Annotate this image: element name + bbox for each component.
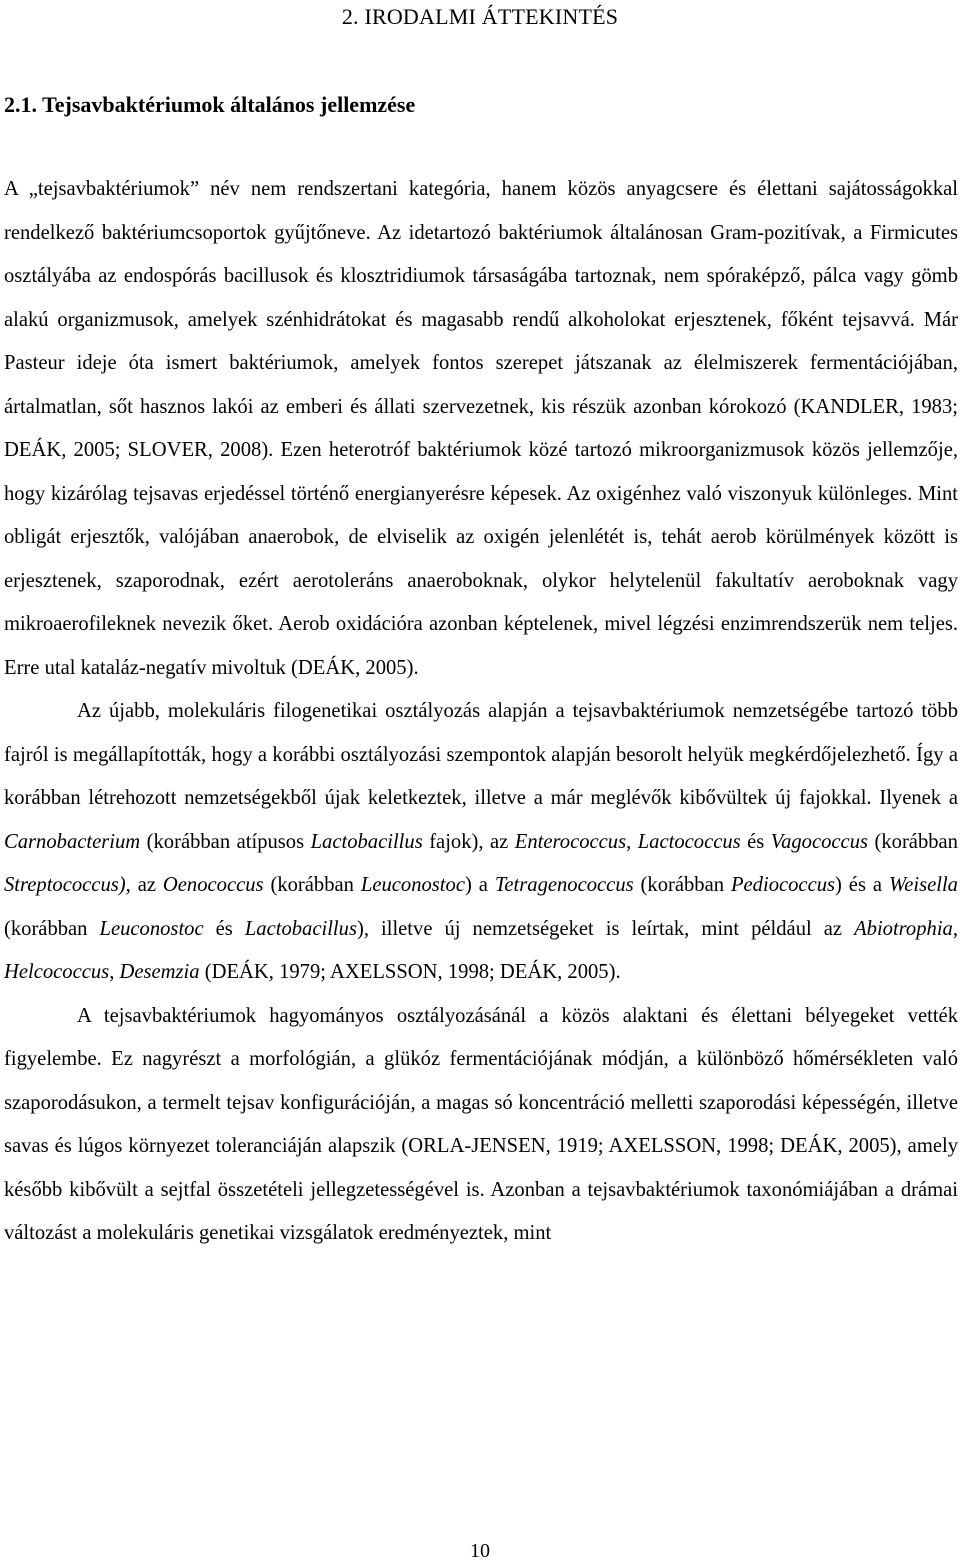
text-run: ,	[952, 917, 958, 940]
taxon-name: Leuconostoc	[360, 874, 465, 896]
taxon-name: Tetragenococcus	[494, 874, 634, 896]
paragraph	[4, 995, 958, 1256]
text-run: ,	[109, 961, 120, 983]
taxon-name: Lactobacillus	[310, 830, 423, 853]
text-run: (korábban atípusos	[140, 830, 311, 853]
text-run: ) és a	[835, 874, 889, 896]
text-run: Az újabb, molekuláris filogenetikai osztályozás alapján a tejsavbaktériumok nemzetségébe tartozó több fajról is megállapították, hogy a korábbi osztályozási szempontok alapján besorolt helyük megkérdőjelezhető. Így a korábban létrehozott nemzetségekből újak keletkeztek, illetve a már meglévők kibővültek új fajokkal. Ilyenek a	[4, 700, 958, 809]
body-text	[4, 168, 958, 1256]
paragraph	[4, 690, 958, 995]
text-run: fajok), az	[422, 830, 515, 853]
text-run: és	[203, 917, 245, 940]
chapter-title: 2. IRODALMI ÁTTEKINTÉS	[341, 4, 619, 29]
text-run: (DEÁK, 1979; AXELSSON, 1998; DEÁK, 2005).	[199, 961, 621, 983]
taxon-name: Oenococcus	[162, 874, 264, 896]
text-run: ) a	[464, 874, 495, 896]
text-run: (korábban	[4, 917, 100, 940]
text-run: és	[740, 830, 771, 853]
taxon-name: Weisella	[888, 874, 958, 896]
taxon-name: Carnobacterium	[4, 830, 141, 853]
section-title: 2.1. Tejsavbaktériumok általános jellemzése	[4, 92, 416, 117]
text-run: (korábban	[868, 830, 958, 853]
text-run: (korábban	[633, 874, 731, 896]
paragraph	[4, 168, 958, 690]
taxon-name: Enterococcus, Lactococcus	[514, 830, 741, 853]
page-number: 10	[470, 1540, 490, 1562]
taxon-name: Leuconostoc	[99, 917, 204, 940]
text-run: A „tejsavbaktériumok” név nem rendszertani kategória, hanem közös anyagcsere és élettani sajátosságokkal rendelkező baktériumcsoportok gyűjtőneve. Az idetartozó baktériumok általánosan Gram-pozitívak, a Firmicutes osztályába az endospórás bacillusok és klosztridiumok társaságába tartoznak, nem spóraképző, pálca vagy gömb alakú organizmusok, amelyek szénhidrátokat és magasabb rendű alkoholokat erjesztenek, főként tejsavvá. Már Pasteur ideje óta ismert baktériumok, amelyek fontos szerepet játszanak az élelmiszerek fermentációjában, ártalmatlan, sőt hasznos lakói az emberi és állati szervezetnek, kis részük azonban kórokozó (KANDLER, 1983; DEÁK, 2005; SLOVER, 2008). Ezen heterotróf baktériumok közé tartozó mikroorganizmusok közös jellemzője, hogy kizárólag tejsavas erjedéssel történő energianyerésre képesek. Az oxigénhez való viszonyuk különleges. Mint obligát erjesztők, valójában anaerobok, de elviselik az oxigén jelenlétét is, tehát aerob körülmények között is erjesztenek, szaporodnak, ezért aerotoleráns anaeroboknak, olykor helytelenül fakultatív aeroboknak vagy mikroaerofileknek nevezik őket. Aerob oxidációra azonban képtelenek, mivel légzési enzimrendszerük nem teljes. Erre utal kataláz-negatív mivoltuk (DEÁK, 2005).	[4, 178, 958, 679]
taxon-name: Desemzia	[119, 961, 200, 983]
taxon-name: Helcococcus	[4, 961, 110, 983]
text-run: ), illetve új nemzetségeket is leírtak, mint például az	[356, 917, 855, 940]
text-run: A tejsavbaktériumok hagyományos osztályozásánál a közös alaktani és élettani bélyegeket vették figyelembe. Ez nagyrészt a morfológián, a glükóz fermentációjának módján, a különböző hőmérsékleten való szaporodásukon, a termelt tejsav konfigurációján, a magas só koncentráció melletti szaporodási képességén, illetve savas és lúgos környezet toleranciáján alapszik (ORLA-JENSEN, 1919; AXELSSON, 1998; DEÁK, 2005), amely később kibővült a sejtfal összetételi jellegzetességével is. Azonban a tejsavbaktériumok taxonómiájában a drámai változást a molekuláris genetikai vizsgálatok eredményeztek, mint	[4, 1004, 958, 1244]
taxon-name: Streptococcus)	[4, 874, 126, 896]
text-run: , az	[125, 874, 163, 896]
taxon-name: Abiotrophia	[854, 917, 953, 940]
taxon-name: Pediococcus	[730, 874, 836, 896]
taxon-name: Lactobacillus	[244, 917, 357, 940]
taxon-name: Vagococcus	[770, 830, 869, 853]
text-run: (korábban	[263, 874, 361, 896]
